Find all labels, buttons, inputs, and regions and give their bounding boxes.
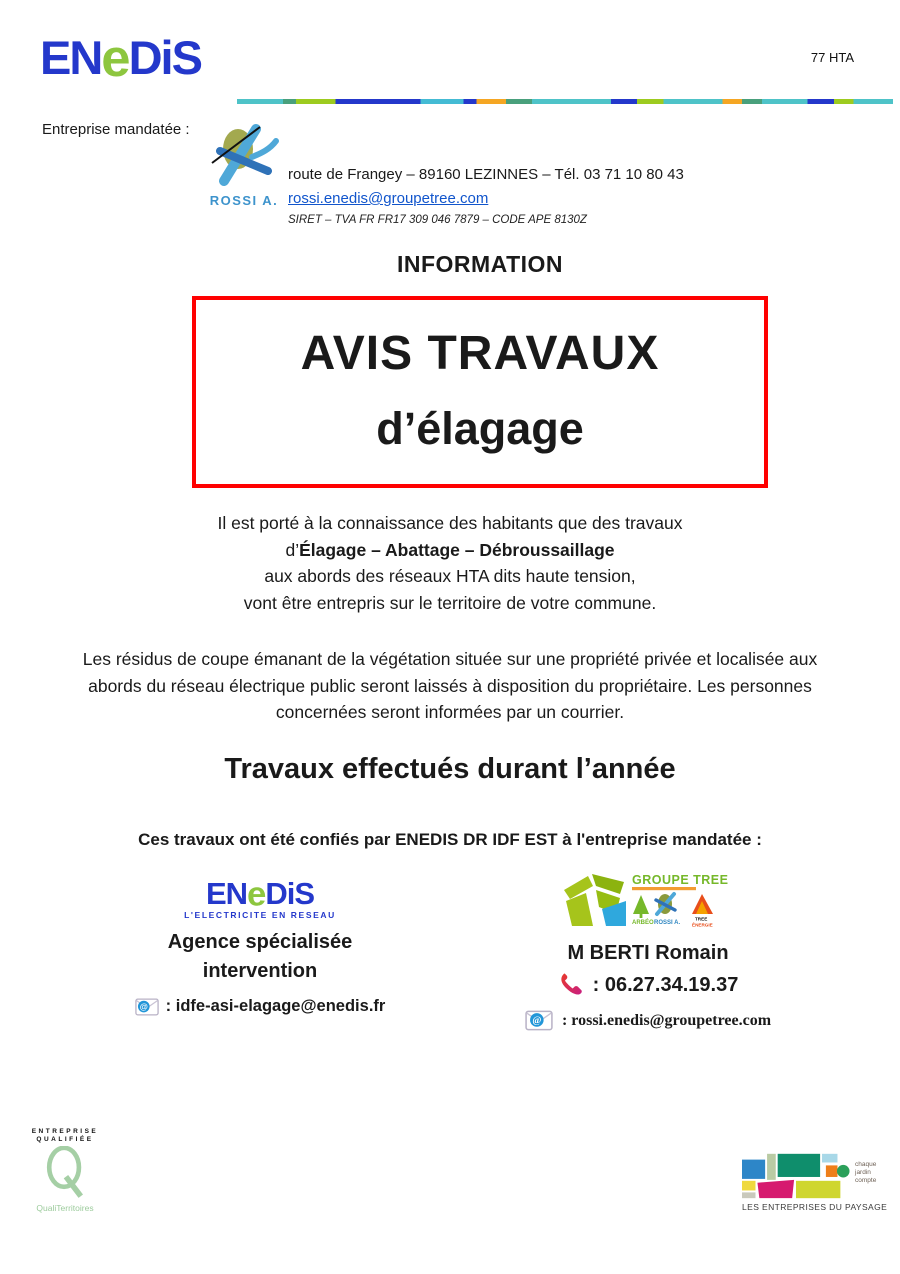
envelope-icon: [135, 998, 159, 1016]
quali-logo: [30, 1128, 100, 1213]
notice-title-line1: AVIS TRAVAUX: [300, 327, 660, 380]
groupetree-title: GROUPE TREE: [632, 873, 729, 887]
enedis-logo-e: e: [101, 29, 129, 89]
header-divider: [237, 99, 893, 104]
quali-line1: ENTREPRISE: [31, 1128, 99, 1135]
groupetree-label-tree: TREE: [695, 916, 708, 922]
enedis-logo: [40, 29, 201, 89]
paysage-side-line2: jardin: [855, 1169, 871, 1176]
notice-box: [192, 296, 768, 488]
intro-line2: [0, 537, 900, 564]
enedis-logo-text: EN: [40, 31, 102, 84]
svg-text:@: @: [139, 1000, 148, 1011]
enedis-tagline: L'ELECTRICITE EN RESEAU: [184, 910, 336, 920]
enedis-sm-text-2: DiS: [265, 876, 315, 911]
groupetree-label-arbeo: ARBÉO: [632, 920, 654, 926]
contact-phone: : 06.27.34.19.37: [592, 973, 739, 996]
rossi-name: ROSSI A.: [209, 193, 279, 208]
paragraph-residus: Les résidus de coupe émanant de la végétation située sur une propriété privée et localisée aux abords du réseau électrique public seront laissés à disposition du propriétaire. Les personnes concernées seront informées par un courrier.: [82, 649, 818, 722]
intro-line4: vont être entrepris sur le territoire de votre commune.: [243, 592, 657, 613]
rossi-bird-icon: [202, 123, 286, 187]
contact-email: : rossi.enedis@groupetree.com: [561, 1011, 772, 1029]
intro-line3: aux abords des réseaux HTA dits haute tension,: [264, 566, 636, 586]
section-heading: Travaux effectués durant l’année: [224, 753, 676, 785]
intro-line1: Il est porté à la connaissance des habitants que des travaux: [217, 513, 683, 533]
paysage-caption: LES ENTREPRISES DU PAYSAGE: [742, 1202, 888, 1212]
email-link[interactable]: rossi.enedis@groupetree.com: [288, 190, 489, 207]
groupetree-logo: [562, 872, 734, 929]
quali-q-icon: [39, 1146, 91, 1198]
svg-text:@: @: [532, 1015, 542, 1027]
paysage-logo: [742, 1153, 888, 1212]
enedis-logo-text-2: DiS: [128, 31, 201, 84]
rossi-logo: [202, 123, 286, 208]
agency-email: : idfe-asi-elagage@enedis.fr: [165, 997, 386, 1015]
address-line: route de Frangey – 89160 LEZINNES – Tél. 03 71 10 80 43: [288, 166, 684, 183]
paysage-mosaic-icon: [742, 1153, 850, 1199]
agency-line2: intervention: [202, 960, 318, 982]
contact-right: [480, 872, 816, 1031]
quali-name: QualiTerritoires: [36, 1203, 94, 1213]
envelope-icon-right: [525, 1010, 553, 1031]
paysage-side-line3: compte: [855, 1177, 877, 1184]
paragraph-intro: [0, 510, 900, 616]
mandated-label: Entreprise mandatée :: [42, 121, 190, 138]
paysage-side-text: [855, 1153, 876, 1185]
information-title: INFORMATION: [396, 251, 564, 277]
assignment-line: Ces travaux ont été confiés par ENEDIS DR IDF EST à l'entreprise mandatée :: [138, 830, 762, 849]
contact-name: M BERTI Romain: [567, 942, 729, 964]
ref-code: 77 HTA: [810, 50, 854, 65]
intro-line2-prefix: d’: [285, 539, 300, 560]
intro-line2-bold: Élagage – Abattage – Débroussaillage: [299, 539, 615, 560]
agency-line1: Agence spécialisée: [167, 931, 353, 953]
contact-left: [100, 875, 420, 1016]
groupetree-tagline-strip: [632, 887, 696, 890]
siret-line: SIRET – TVA FR FR17 309 046 7879 – CODE APE 8130Z: [288, 214, 587, 226]
phone-icon: [558, 972, 584, 998]
paysage-side-line1: chaque: [855, 1161, 877, 1168]
enedis-sm-text: EN: [205, 876, 248, 911]
quali-line2: QUALIFIÉE: [36, 1136, 94, 1143]
enedis-logo-small: [100, 875, 420, 914]
enedis-sm-e: e: [247, 875, 266, 914]
groupetree-label-rossi: ROSSI A.: [654, 920, 681, 926]
notice-title-line2: d’élagage: [376, 403, 584, 454]
groupetree-label-energie: ÉNERGIE: [692, 922, 713, 928]
